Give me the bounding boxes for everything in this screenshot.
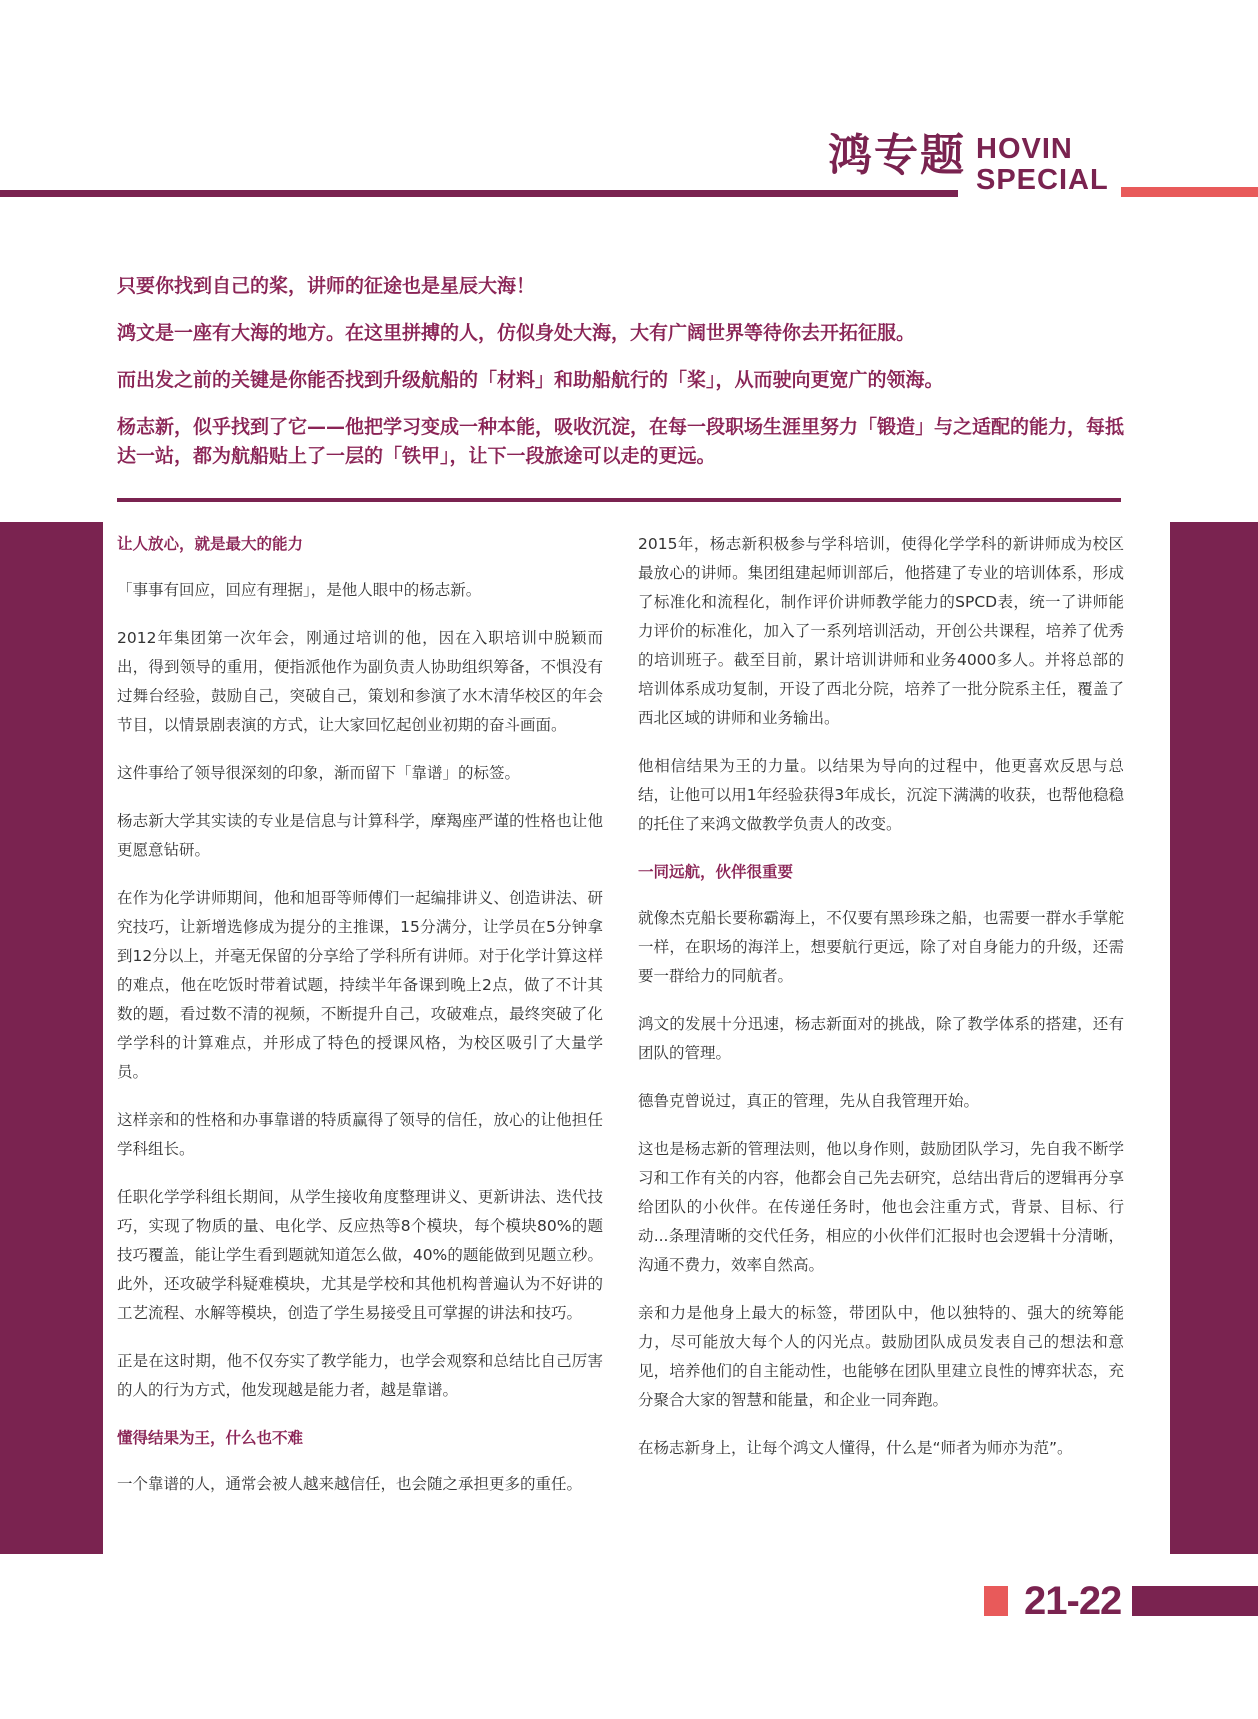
- intro-paragraph-1: 只要你找到自己的桨，讲师的征途也是星辰大海！: [117, 275, 536, 297]
- body-paragraph: 这也是杨志新的管理法则，他以身作则，鼓励团队学习，先自我不断学习和工作有关的内容，他都会自己先去研究，总结出背后的逻辑再分享给团队的小伙伴。在传递任务时，他也会注重方式，背景、目标、行动...条理清晰的交代任务，相应的小伙伴们汇报时也会逻辑十分清晰，沟通不费力，效率自然高。: [638, 1140, 1124, 1274]
- article-right-column: [638, 530, 1124, 1482]
- body-paragraph: 亲和力是他身上最大的标签，带团队中，他以独特的、强大的统筹能力，尽可能放大每个人的闪光点。鼓励团队成员发表自己的想法和意见，培养他们的自主能动性，也能够在团队里建立良性的博弈状态，充分聚合大家的智慧和能量，和企业一同奔跑。: [638, 1304, 1124, 1409]
- intro-block: [117, 272, 1127, 489]
- subheading: 懂得结果为王，什么也不难: [117, 1429, 304, 1447]
- section-title-en-line1: HOVIN: [976, 133, 1073, 165]
- body-paragraph: 鸿文的发展十分迅速，杨志新面对的挑战，除了教学体系的搭建，还有团队的管理。: [638, 1015, 1124, 1062]
- footer-bar: [1132, 1586, 1258, 1616]
- body-paragraph: 这件事给了领导很深刻的印象，渐而留下「靠谱」的标签。: [117, 764, 521, 782]
- footer-accent-square: [984, 1586, 1008, 1616]
- intro-paragraph-3: 而出发之前的关键是你能否找到升级航船的「材料」和助船航行的「桨」，从而驶向更宽广的领海。: [117, 369, 944, 391]
- section-title-cn: 鸿专题: [828, 130, 966, 181]
- body-paragraph: 任职化学学科组长期间，从学生接收角度整理讲义、更新讲法、迭代技巧，实现了物质的量、电化学、反应热等8个模块，每个模块80%的题技巧覆盖，能让学生看到题就知道怎么做，40%的题能做到见题立秒。此外，还攻破学科疑难模块，尤其是学校和其他机构普遍认为不好讲的工艺流程、水解等模块，创造了学生易接受且可掌握的讲法和技巧。: [117, 1188, 603, 1322]
- article-left-column: [117, 530, 603, 1518]
- body-paragraph: 就像杰克船长要称霸海上，不仅要有黑珍珠之船，也需要一群水手掌舵一样，在职场的海洋上，想要航行更远，除了对自身能力的升级，还需要一群给力的同航者。: [638, 909, 1124, 985]
- page-number: 21-22: [1024, 1579, 1122, 1623]
- intro-paragraph-4: 杨志新，似乎找到了它——他把学习变成一种本能，吸收沉淀，在每一段职场生涯里努力「锻造」与之适配的能力，每抵达一站，都为航船贴上了一层的「铁甲」，让下一段旅途可以走的更远。: [117, 416, 1125, 467]
- body-paragraph: 一个靠谱的人，通常会被人越来越信任，也会随之承担更多的重任。: [117, 1475, 583, 1493]
- body-paragraph: 在杨志新身上，让每个鸿文人懂得，什么是“师者为师亦为范”。: [638, 1439, 1073, 1457]
- header-rule-right: [1121, 187, 1258, 197]
- body-paragraph: 2012年集团第一次年会，刚通过培训的他，因在入职培训中脱颖而出，得到领导的重用，便指派他作为副负责人协助组织筹备，不惧没有过舞台经验，鼓励自己，突破自己，策划和参演了水木清华校区的年会节目，以情景剧表演的方式，让大家回忆起创业初期的奋斗画面。: [117, 629, 603, 734]
- body-paragraph: 这样亲和的性格和办事靠谱的特质赢得了领导的信任，放心的让他担任学科组长。: [117, 1111, 603, 1158]
- subheading: 一同远航，伙伴很重要: [638, 863, 794, 881]
- body-paragraph: 德鲁克曾说过，真正的管理，先从自我管理开始。: [638, 1092, 980, 1110]
- intro-divider: [117, 498, 1121, 502]
- body-paragraph: 杨志新大学其实读的专业是信息与计算科学，摩羯座严谨的性格也让他更愿意钻研。: [117, 812, 603, 859]
- subheading: 让人放心，就是最大的能力: [117, 535, 304, 553]
- body-paragraph: 2015年，杨志新积极参与学科培训，使得化学学科的新讲师成为校区最放心的讲师。集团组建起师训部后，他搭建了专业的培训体系，形成了标准化和流程化，制作评价讲师教学能力的SPCD表，统一了讲师能力评价的标准化，加入了一系列培训活动，开创公共课程，培养了优秀的培训班子。截至目前，累计培训讲师和业务4000多人。并将总部的培训体系成功复制，开设了西北分院，培养了一批分院系主任，覆盖了西北区域的讲师和业务输出。: [638, 535, 1124, 727]
- body-paragraph: 「事事有回应，回应有理据」，是他人眼中的杨志新。: [117, 581, 482, 599]
- intro-paragraph-2: 鸿文是一座有大海的地方。在这里拼搏的人，仿似身处大海，大有广阔世界等待你去开拓征服。: [117, 322, 916, 344]
- right-side-bar: [1170, 522, 1258, 1554]
- body-paragraph: 正是在这时期，他不仅夯实了教学能力，也学会观察和总结比自己厉害的人的行为方式，他发现越是能力者，越是靠谱。: [117, 1352, 603, 1399]
- section-title-en: [976, 134, 1109, 196]
- section-title-en-line2: SPECIAL: [976, 164, 1109, 196]
- body-paragraph: 他相信结果为王的力量。以结果为导向的过程中，他更喜欢反思与总结，让他可以用1年经验获得3年成长，沉淀下满满的收获，也帮他稳稳的托住了来鸿文做教学负责人的改变。: [638, 757, 1124, 833]
- left-side-bar: [0, 522, 103, 1554]
- body-paragraph: 在作为化学讲师期间，他和旭哥等师傅们一起编排讲义、创造讲法、研究技巧，让新增选修成为提分的主推课，15分满分，让学员在5分钟拿到12分以上，并毫无保留的分享给了学科所有讲师。对于化学计算这样的难点，他在吃饭时带着试题，持续半年备课到晚上2点，做了不计其数的题，看过数不清的视频，不断提升自己，攻破难点，最终突破了化学学科的计算难点，并形成了特色的授课风格，为校区吸引了大量学员。: [117, 889, 603, 1081]
- header-rule-left: [0, 190, 958, 197]
